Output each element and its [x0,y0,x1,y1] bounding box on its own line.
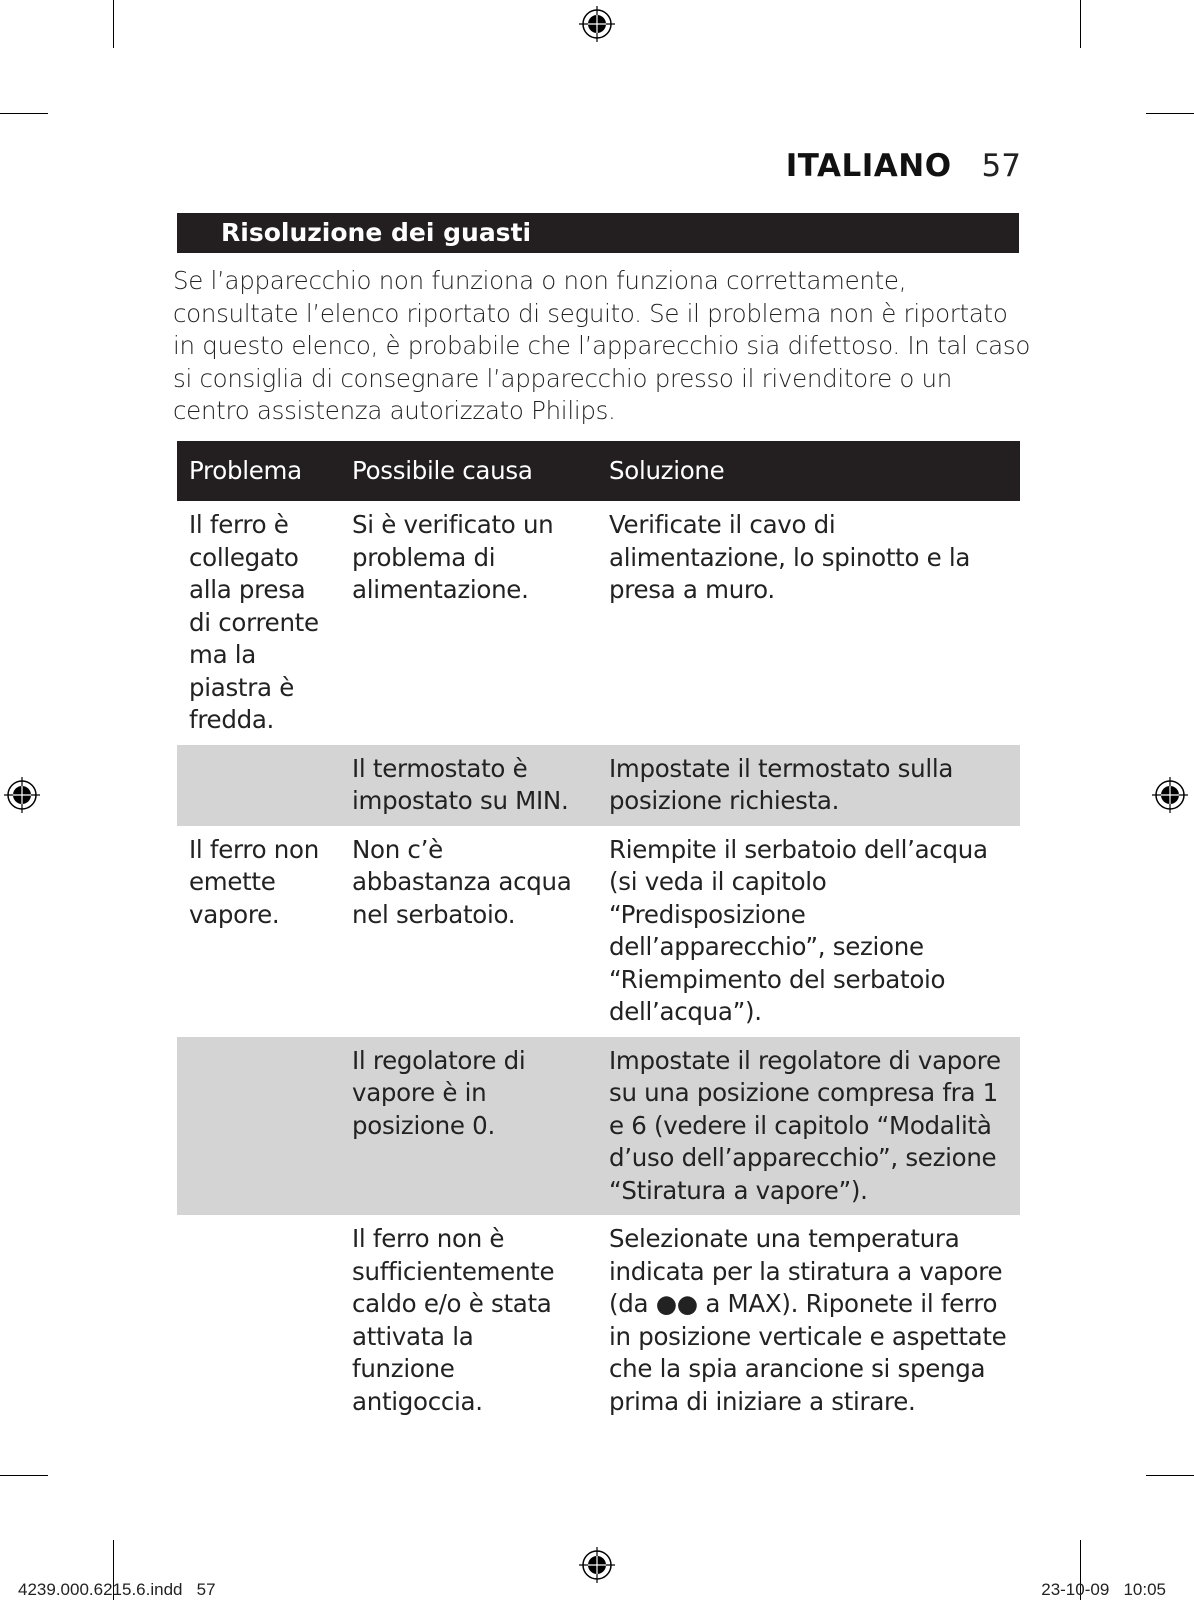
crop-mark [1146,1475,1194,1476]
table-row [177,1037,1020,1216]
solution-cell: Riempite il serbatoio dell’acqua (si veda il capitolo “Predisposizione dell’apparecchio”, sezione “Riempimento del serbatoio dell’acqua”). [609,834,988,1026]
cause-cell: Il termostato è impostato su MIN. [334,745,594,826]
cause-cell: Il regolatore di vapore è in posizione 0. [334,1037,594,1216]
cause-cell: Non c’è abbastanza acqua nel serbatoio. [352,834,572,929]
problem-cell: Il ferro è collegato alla presa di corrente ma la piastra è fredda. [189,510,319,734]
table-row [177,1215,1020,1426]
crop-mark [1146,113,1194,114]
crop-mark [0,113,48,114]
solution-cell: Verificate il cavo di alimentazione, lo spinotto e la presa a muro. [609,510,971,604]
page-number: 57 [981,148,1021,184]
intro-paragraph: Se l’apparecchio non funziona o non funziona correttamente, consultate l’elenco riportato di seguito. Se il problema non è riportato in questo elenco, è probabile che l’apparecchio sia difettoso. In tal caso si consiglia di consegnare l’apparecchio presso il rivenditore o un centro assistenza autorizzato Philips. [173,266,1031,425]
page-header [786,148,1021,184]
cause-cell: Si è verificato un problema di alimentazione. [352,510,554,604]
registration-mark-icon [579,1547,615,1583]
cause-cell: Il ferro non è sufficientemente caldo e/o è stata attivata la funzione antigoccia. [352,1224,555,1416]
table-row [177,501,1020,745]
registration-mark-icon [4,777,40,813]
table-row [177,826,1020,1037]
column-header: Problema [177,441,334,501]
problem-cell [177,1215,334,1426]
footer-filename: 4239.000.6215.6.indd 57 [18,1580,216,1599]
solution-cell: Selezionate una temperatura indicata per la stiratura a vapore (da ●● a MAX). Riponete il ferro in posizione verticale e aspettate che la spia arancione si spenga prima di iniziare a stirare. [609,1224,1007,1416]
language-label: ITALIANO [785,148,952,184]
registration-mark-icon [579,6,615,42]
footer-date: 23-10-09 10:05 [1041,1580,1166,1599]
solution-cell: Impostate il regolatore di vapore su una posizione compresa fra 1 e 6 (vedere il capitolo “Modalità d’uso dell’apparecchio”, sezione “Stiratura a vapore”). [594,1037,1020,1216]
problem-cell: Il ferro non emette vapore. [189,834,319,929]
table-row [177,745,1020,826]
crop-mark [0,1475,48,1476]
troubleshooting-table [177,441,1020,1426]
crop-mark [113,0,114,48]
crop-mark [1080,0,1081,48]
registration-mark-icon [1152,777,1188,813]
problem-cell [177,745,334,826]
table-header-row [177,441,1020,501]
column-header: Possibile causa [334,441,594,501]
section-title: Risoluzione dei guasti [177,213,1019,253]
problem-cell [177,1037,334,1216]
solution-cell: Impostate il termostato sulla posizione richiesta. [594,745,1020,826]
column-header: Soluzione [594,441,1020,501]
